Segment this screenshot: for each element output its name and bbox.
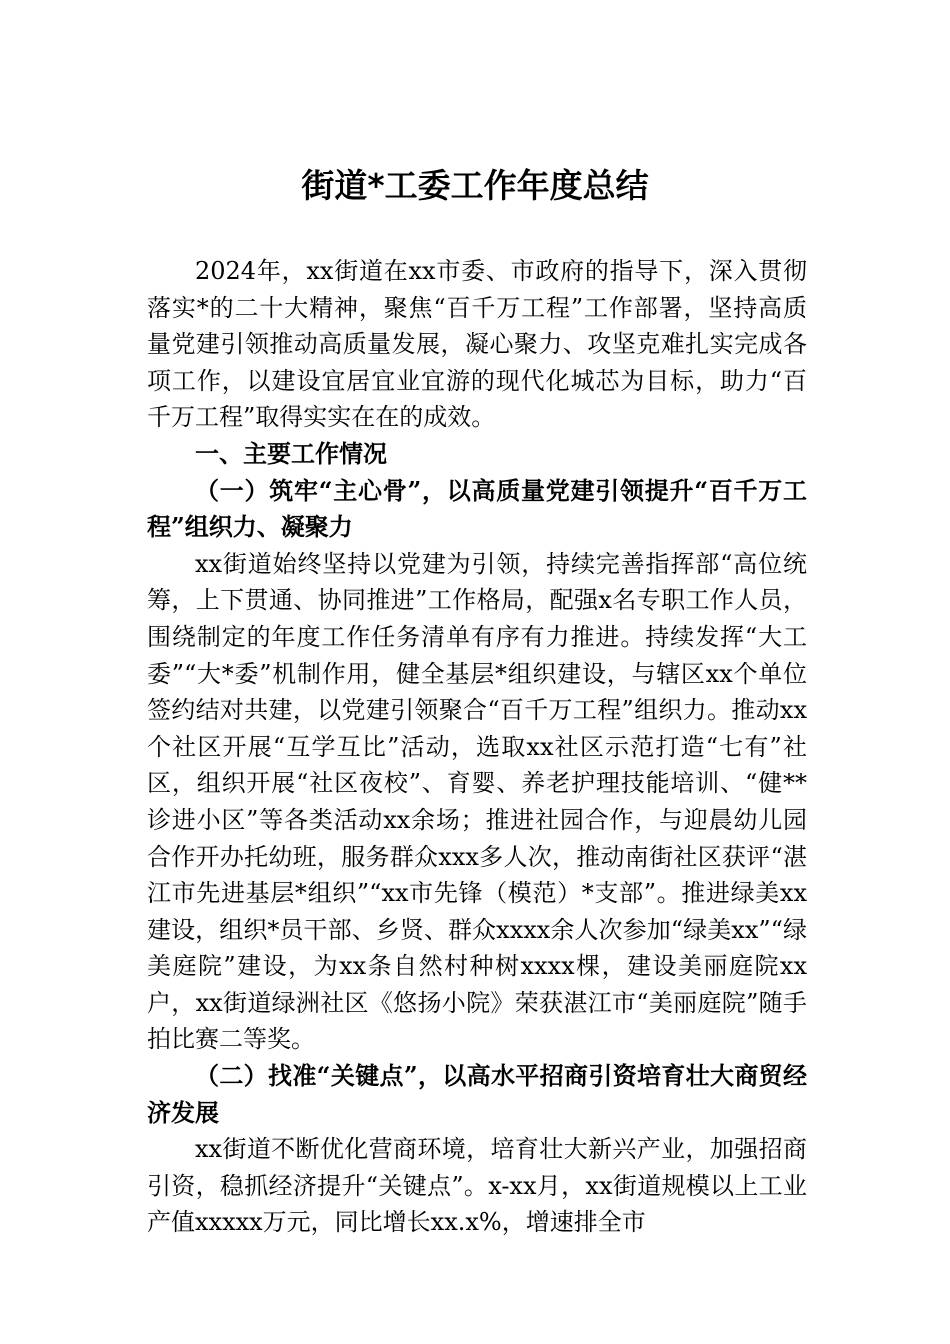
party-building-paragraph: xx街道始终坚持以党建为引领，持续完善指挥部“高位统筹，上下贯通、协同推进”工作格局，配强x名专职工作人员，围绕制定的年度工作任务清单有序有力推进。持续发挥“大工委”“大*委”机制作用，健全基层*组织建设，与辖区xx个单位签约结对共建，以党建引领聚合“百千万工程”组织力。推动xx个社区开展“互学互比”活动，选取xx社区示范打造“七有”社区，组织开展“社区夜校”、育婴、养老护理技能培训、“健**诊进小区”等各类活动xx余场；推进社园合作，与迎晨幼儿园合作开办托幼班，服务群众xxx多人次，推动南街社区获评“湛江市先进基层*组织”“xx市先锋（模范）*支部”。推进绿美xx建设，组织*员干部、乡贤、群众xxxx余人次参加“绿美xx”“绿美庭院”建设，为xx条自然村种树xxxx棵，建设美丽庭院xx户，xx街道绿洲社区《悠扬小院》荣获湛江市“美丽庭院”随手拍比赛二等奖。: [147, 549, 807, 1054]
document-title: 街道*工委工作年度总结: [301, 166, 649, 205]
investment-paragraph: xx街道不断优化营商环境，培育壮大新兴产业，加强招商引资，稳抓经济提升“关键点”。x-xx月，xx街道规模以上工业产值xxxxx万元，同比增长xx.x%，增速排全市: [147, 1135, 807, 1237]
subsection-heading-party-building: （一）筑牢“主心骨”，以高质量党建引领提升“百千万工程”组织力、凝聚力: [147, 475, 807, 542]
subsection-heading-investment: （二）找准“关键点”，以高水平招商引资培育壮大商贸经济发展: [147, 1061, 807, 1127]
document-body: [147, 253, 807, 1241]
section-heading-main-work: 一、主要工作情况: [195, 439, 387, 468]
intro-paragraph: 2024年，xx街道在xx市委、市政府的指导下，深入贯彻落实*的二十大精神，聚焦“百千万工程”工作部署，坚持高质量党建引领推动高质量发展，凝心聚力、攻坚克难扎实完成各项工作，以建设宜居宜业宜游的现代化城芯为目标，助力“百千万工程”取得实实在在的成效。: [147, 257, 807, 432]
